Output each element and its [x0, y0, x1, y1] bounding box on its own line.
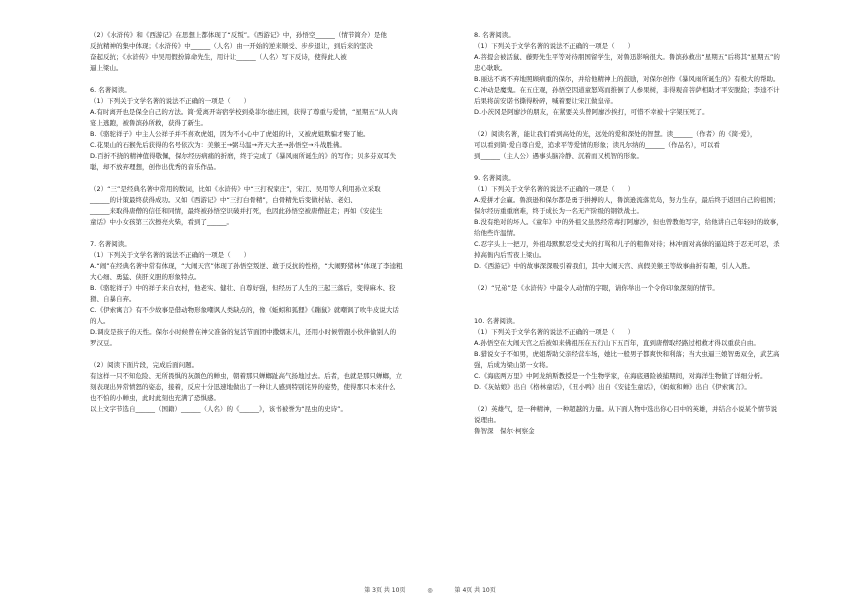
text-line: （1）下列关于文学名著的说法不正确的一项是（ ）: [474, 185, 635, 193]
text-line: 罗汉豆。: [90, 339, 116, 347]
text-line: ______来取得唐僧的信任和同情，最终被孙悟空识破并打死，也因此孙悟空被唐僧赶走；再如《安徒生: [90, 207, 383, 215]
text-line: D.小茨冈是阿廖沙的朋友，在紧要关头曾阿廖沙挨打，可惜不幸被十字架压死了。: [474, 108, 709, 116]
line-gap: [90, 349, 460, 360]
text-line: C.《海底两万里》中阿龙纳斯教授是一个生物学家，在海底遇险被捕期间，对海洋生物做了详细分析。: [474, 372, 767, 380]
text-line: 可以看到简·爱自尊自爱，追求平等爱情的形象；读凡尔纳的______（作品名），可以看: [474, 141, 720, 149]
text-line: C.忍字头上一把刀，外祖母默默忍受丈夫的打骂和儿子的粗鲁对待；林冲面对高俅的逼迫终于忍无可忍，杀: [474, 240, 780, 248]
text-line: 后果将前安诺书撕得粉碎，喊着要让宋江做皇帝。: [474, 97, 617, 105]
text-line: 大心细、勇猛、侠肝义胆的形象特点。: [90, 273, 201, 281]
text-line: 的人。: [90, 317, 110, 325]
text-line: （1）下列关于文学名著的说法不正确的一项是（ ）: [90, 251, 251, 259]
left-column: [90, 30, 460, 415]
text-line: 童话》中小女孩第三次擦亮火柴，看到了______。: [90, 218, 233, 226]
right-column: [474, 30, 844, 437]
footer-left-page-number: 第 3页 共 10页: [364, 587, 406, 594]
text-line: 掉高衙内后雪夜上梁山。: [474, 251, 546, 259]
text-line: 逼上梁山。: [90, 64, 123, 72]
text-line: 9. 名著阅读。: [474, 174, 515, 182]
text-line: （1）下列关于文学名著的说法不正确的一项是（ ）: [474, 328, 635, 336]
text-line: A.“闹”在经典名著中常有体现，“大闹天宫”体现了孙悟空叛逆、敢于反抗的性格，“大闹野猪林”体现了李逵粗: [90, 262, 403, 270]
text-line: （1）下列关于文学名著的说法不正确的一项是（ ）: [90, 97, 251, 105]
text-line: D.《灰姑娘》出自《格林童话》，《丑小鸭》出自《安徒生童话》，《蚂蚁和蝉》出自《伊索寓言》。: [474, 383, 751, 391]
text-line: 6. 名著阅读。: [90, 86, 131, 94]
text-line: （2）阅读名著，能让我们看到高处的光，远处的爱和深处的智慧。读______（作者）的《简·爱》，: [474, 130, 757, 138]
text-line: 10. 名著阅读。: [474, 317, 519, 325]
footer-right-page-number: 第 4页 共 10页: [454, 587, 496, 594]
text-line: 说理由。: [474, 416, 500, 424]
text-line: B.没有绝对的坏人。《童年》中的外祖父虽然经常毒打阿廖沙，但也曾教他写字，给他讲自己年轻时的故事，: [474, 218, 783, 226]
text-line: 强，后成为梁山第一女将。: [474, 361, 552, 369]
text-line: B.丽达不离不弃地照顾病重的保尔，并给他精神上的鼓励，对保尔创作《暴风雨所诞生的》有极大的帮助。: [474, 75, 780, 83]
text-line: C.《伊索寓言》有不少故事是借动物形象嘲讽人类缺点的，像《蚯蚓和狐狸》《蹦鼠》就嘲讽了吹牛皮说大话: [90, 306, 399, 314]
text-line: （2）《水浒传》和《西游记》在思想上都体现了“反叛”。《西游记》中，孙悟空______（情节简介）是他: [90, 31, 387, 39]
line-gap: [474, 393, 844, 404]
text-line: D.《西游记》中的故事深深吸引着我们，其中大闹天宫、真假美猴王等故事曲折有趣，引人入胜。: [474, 262, 755, 270]
text-line: A.菩提会被活鼠、藤野先生平等对待朋国留学生，对鲁迅影响很大。鲁滨孙救出“星期五”后将其“星期五”的: [474, 53, 780, 61]
text-line: 聪，却不放弃理想，创作出优秀的音乐作品。: [90, 163, 220, 171]
text-line: 鲁智深 保尔·柯察金: [474, 427, 535, 435]
text-line: 也不怕的小蝉虫，此时此刻也充满了恐惧感。: [90, 394, 220, 402]
line-gap: [474, 272, 844, 283]
text-line: 给他些许温情。: [474, 229, 520, 237]
line-gap: [90, 74, 460, 85]
text-line: 忠心耿耿。: [474, 64, 507, 72]
text-line: （2）“兄弟”是《水浒传》中最令人动情的字眼，请你举出一个令你印象深刻的情节。: [474, 284, 719, 292]
text-line: （1）下列关于文学名著的说法不正确的一项是（ ）: [474, 42, 635, 50]
text-line: 8. 名著阅读。: [474, 31, 515, 39]
text-line: （2）阅读下面片段，完成后面问题。: [90, 361, 199, 369]
line-gap: [474, 118, 844, 129]
text-line: B.《骆驼祥子》中主人公祥子并不喜欢虎姐，因为不小心中了虎姐的计，又被虎姐欺骗才娶了她。: [90, 130, 370, 138]
line-gap: [90, 228, 460, 239]
text-line: A.有时离开也是保全自己的方法。简·爱离开寄宿学校到桑菲尔德庄园，获得了尊重与爱情，“星期五”从人肉: [90, 108, 398, 116]
text-line: B.《骆驼祥子》中的祥子来自农村，他老实、健壮、自尊好强，但经历了人生的三起三落后，变得麻木、狡: [90, 284, 396, 292]
line-gap: [90, 173, 460, 184]
line-gap: [474, 305, 844, 316]
footer-separator: ◎: [427, 587, 433, 594]
text-line: C.花果山的石猴先后获得的名号依次为：美猴王→弼马温→齐天大圣→孙悟空→斗战胜佛。: [90, 141, 346, 149]
text-line: A.孙悟空在大闹天宫之后被如来佛祖压在五行山下五百年，直到唐僧取经路过相救才得以重获自由。: [474, 339, 760, 347]
text-line: 到______（主人公）遇事头脑冷静、沉着而又机智的形象。: [474, 152, 643, 160]
text-line: 刻表现出异常愤怒的姿态，接着，反应十分迅速地做出了一种让人感到特别诧异的姿势，使得那只本来什么: [90, 383, 396, 391]
line-gap: [474, 294, 844, 305]
line-gap: [474, 162, 844, 173]
text-line: D.调皮是孩子的天性。保尔小时候曾在神父准备的复活节面团中撒烟末儿，还用小时候曾跟小伙伴偷别人的: [90, 328, 397, 336]
page-footer: [0, 585, 860, 594]
text-line: A.爱拼才会赢。鲁滨逊和保尔都是勇于拼搏的人，鲁滨逊流落荒岛，努力生存，最后终于返回自己的祖国；: [474, 196, 780, 204]
text-line: D.百折不挠的精神值得敬佩，保尔经历病痛的折磨，终于完成了《暴风雨所诞生的》的写作；贝多芬双耳失: [90, 152, 397, 160]
text-line: B.猎说女子不如男，虎姐帮助父亲经营车场，她比一般男子都爽快和利落；当大虫逼三娘智勇双全，武艺高: [474, 350, 780, 358]
text-line: 有这样一只不知危险、无所畏惧的灰颜色的蝉虫，朝着那只蝉螂趾高气扬地过去。后者，也就是那只蝉螂，立: [90, 372, 402, 380]
text-line: C.冲动是魔鬼。在五庄观，孙悟空因道童怒骂而推倒了人参果树，非得观音菩萨相助才平安脱险；李逵不计: [474, 86, 780, 94]
text-line: （2）英雄气，是一种精神，一种超越的力量。从下面人物中选出你心目中的英雄，并结合小说某个情节说: [474, 405, 778, 413]
text-line: ______的计策最终获得成功。又如《西游记》中“三打白骨精”，白骨精先后变做村姑、老妇、: [90, 196, 357, 204]
text-line: 奋起反抗；《水浒传》中吴用假扮算命先生，用计让______（人名）写下反诗，使得此人被: [90, 53, 347, 61]
text-line: 以上文字节选自______（国籍）______（人名）的《______》，该书被誉为“昆虫的史诗”。: [90, 405, 347, 413]
text-line: 保尔经历重重磨难，终于成长为一名无产阶级的钢铁战士。: [474, 207, 643, 215]
text-line: 宴上逃跑，被鲁滨孙所救，获得了新生。: [90, 119, 207, 127]
text-line: （2）“三”是经典名著中常用的数词，比如《水浒传》中“三打祝家庄”，宋江、吴用等人利用孙立采取: [90, 185, 381, 193]
text-line: 7. 名著阅读。: [90, 240, 131, 248]
text-line: 猾、自暴自弃。: [90, 295, 136, 303]
text-line: 反抗精神的集中体现；《水浒传》中______（人名）由一开始的逆来顺受、步步退让，到后来的坚决: [90, 42, 373, 50]
